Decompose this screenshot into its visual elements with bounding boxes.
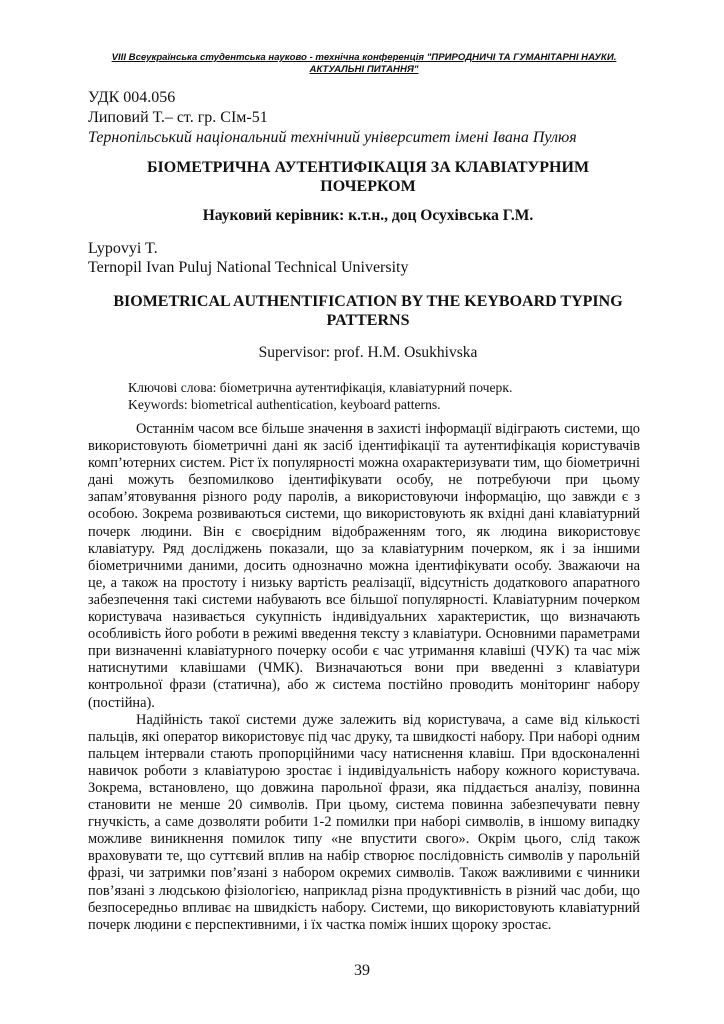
author-en: Lypovyi T. [88, 240, 158, 257]
paragraph-1: Останнім часом все більше значення в захисті інформації відіграють системи, що використовують біометричні дані як засіб ідентифікації та аутентифікація користувачів комп’ютерних систем. Ріст їх популярності можна охарактеризувати тим, що біометричні дані можуть безпомилково ідентифікувати особу, не потребуючи при цьому запам’ятовування різного роду паролів, а використовуючи інформацію, що завжди є з особою. Зокрема розвиваються системи, що використовують як вхідні дані клавіатурний почерк людини. Він є своєрідним відображенням того, як людина використовує клавіатуру. Ряд досліджень показали, що за клавіатурним почерком, як і за іншими біометричними даними, досить однозначно можна ідентифікувати особу. Зважаючи на це, а також на простоту і низьку вартість реалізації, відсутність додаткового апаратного забезпечення такі системи набувають все більшої популярності. Клавіатурним почерком користувача називається сукупність індивідуальних характеристик, що визначають особливість його роботи в режимі введення тексту з клавіатури. Основними параметрами при визначенні клавіатурного почерку особи є час утримання клавіші (ЧУК) та час між натиснутими клавішами (ЧМК). Визначаються вони при введенні з клавіатури контрольної фрази (статична), або ж система постійно проводить моніторинг набору (постійна). [88, 421, 640, 711]
affiliation-en: Ternopil Ivan Puluj National Technical University [88, 259, 409, 276]
affiliation-ua: Тернопільський національний технічний університет імені Івана Пулюя [88, 129, 577, 146]
running-header: VIII Всеукраїнська студентська науково - технічна конференція "ПРИРОДНИЧІ ТА ГУМАНІТАРНІ НАУКИ. АКТУАЛЬНІ ПИТАННЯ" [111, 52, 617, 75]
author-ua: Липовий Т.– ст. гр. СІм-51 [88, 109, 268, 126]
title-en: BIOMETRICAL AUTHENTIFICATION BY THE KEYBOARD TYPING PATTERNS [113, 293, 623, 329]
udk-code: УДК 004.056 [88, 89, 176, 106]
keywords-ua: Ключові слова: біометрична аутентифікація, клавіатурний почерк. [128, 380, 513, 395]
body-text [88, 421, 640, 934]
keywords-en: Keywords: biometrical authentication, keyboard patterns. [128, 397, 441, 412]
title-ua: БІОМЕТРИЧНА АУТЕНТИФІКАЦІЯ ЗА КЛАВІАТУРНИМ ПОЧЕРКОМ [146, 159, 590, 195]
paragraph-2: Надійність такої системи дуже залежить від користувача, а саме від кількості пальців, які оператор використовує під час друку, та швидкості набору. При наборі одним пальцем інтервали стають пропорційними часу натиснення клавіш. При вдосконаленні навичок роботи з клавіатурою зростає і індивідуальність набору кожного користувача. Зокрема, встановлено, що довжина парольної фрази, яка піддається аналізу, повинна становити не менше 20 символів. При цьому, система повинна забезпечувати певну гнучкість, а саме дозволяти робити 1-2 помилки при наборі символів, в іншому випадку можливе виникнення помилок типу «не впустити свого». Окрім цього, слід також враховувати те, що суттєвий вплив на набір створює послідовність символів у парольній фразі, чи затримки пов’язані з набором окремих символів. Також важливими є чинники пов’язані з людською фізіологією, наприклад різна продуктивність в різний час доби, що безпосередньо впливає на швидкість набору. Системи, що використовують клавіатурний почерк людини є перспективними, і їх частка поміж інших щороку зростає. [88, 711, 640, 933]
page-number: 39 [354, 962, 370, 979]
supervisor-en: Supervisor: prof. H.M. Osukhivska [258, 344, 478, 361]
supervisor-ua: Науковий керівник: к.т.н., доц Осухівська Г.М. [202, 207, 534, 224]
